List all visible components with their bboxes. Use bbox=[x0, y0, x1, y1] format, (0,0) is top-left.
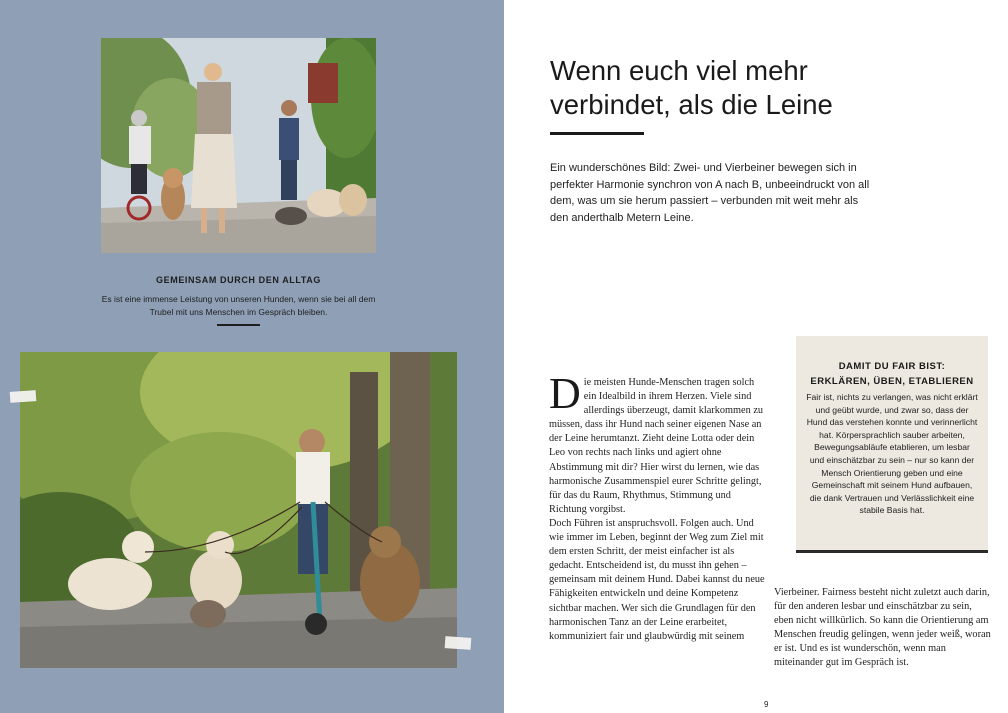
page-headline bbox=[550, 54, 970, 122]
photo-woman-walking-dog bbox=[101, 38, 376, 253]
tape-strip-left bbox=[10, 390, 37, 403]
sidebar-box bbox=[796, 336, 988, 553]
caption-title: GEMEINSAM DURCH DEN ALLTAG bbox=[156, 275, 321, 285]
photo-man-with-dogs-scooter bbox=[20, 352, 457, 668]
sidebar-title-line-1: DAMIT DU FAIR BIST: bbox=[838, 361, 946, 372]
sidebar-title-line-2: ERKLÄREN, ÜBEN, ETABLIEREN bbox=[810, 376, 974, 387]
headline-divider bbox=[550, 132, 644, 135]
tape-strip-right bbox=[445, 636, 472, 650]
right-page bbox=[504, 0, 1008, 713]
page-number: 9 bbox=[764, 700, 769, 709]
sidebar-text: Fair ist, nichts zu verlangen, was nicht erklärt und geübt wurde, und zwar so, dass der Hund das verstehen konnte und verinnerlicht hat. Körpersprachlich sauber arbeiten, Bewegungsabläufe etablieren, um lesbar und einschätzbar zu sein – nur so kann der Mensch Orientierung geben und eine Gemeinschaft mit seinem Hund aufbauen, die dank Vertrauen und Verlässlichkeit eine stabile Basis hat. bbox=[806, 392, 978, 516]
caption-divider bbox=[217, 324, 260, 326]
body-paragraph-1: ie meisten Hunde-Menschen tragen solch ein Idealbild in ihrem Herzen. Viele sind allerdings überzeugt, damit klarkommen zu müssen, dass ihr Hund nach seiner eigenen Nase an der Leine herumtanzt. Zieht deine Lotta oder dein Leo von rechts nach links und agiert ohne Abstimmung mit dir? Hier wirst du lernen, wie das harmonische Zusammenspiel eurer Schritte gelingt, für das du Raum, Rhythmus, Stimmung und Richtung vorgibst. bbox=[549, 377, 764, 515]
sidebar-title bbox=[796, 359, 988, 389]
dropcap-letter: D bbox=[549, 369, 581, 418]
body-column-1 bbox=[549, 369, 767, 644]
body-paragraph-2: Doch Führen ist anspruchsvoll. Folgen auch. Und wie immer im Leben, beginnt der Weg zum Ziel mit dem ersten Schritt, der meist einfacher ist als gedacht. Entscheidend ist, du musst ihn gehen – gemeinsam mit deinem Hund. Dabei kannst du neue Fähigkeiten entwickeln und deine Kompetenz sichtbar machen. Wer sich die Grundlagen für den harmonischen Tanz an der Leine erarbeitet, kommuniziert fair und glaubwürdig mit seinem bbox=[549, 517, 765, 642]
caption-text: Es ist eine immense Leistung von unseren Hunden, wenn sie bei all dem Trubel mit uns Menschen im Gespräch bleiben. bbox=[101, 294, 376, 317]
intro-paragraph: Ein wunderschönes Bild: Zwei- und Vierbeiner bewegen sich in perfekter Harmonie synchron von A nach B, unbeeindruckt von all dem, was um sie herum passiert – verbunden mit weit mehr als den anderthalb Metern Leine. bbox=[550, 162, 870, 224]
headline-line-1: Wenn euch viel mehr bbox=[550, 55, 808, 86]
body-column-2: Vierbeiner. Fairness besteht nicht zuletzt auch darin, für den anderen lesbar und einschätzbar zu sein, eben nicht willkürlich. So kann die Orientierung am Menschen freudig gelingen, wenn jeder weiß, woran er ist. Und es ist wunderschön, wenn man miteinander gut im Gespräch ist. bbox=[774, 587, 991, 669]
headline-line-2: verbindet, als die Leine bbox=[550, 89, 833, 120]
